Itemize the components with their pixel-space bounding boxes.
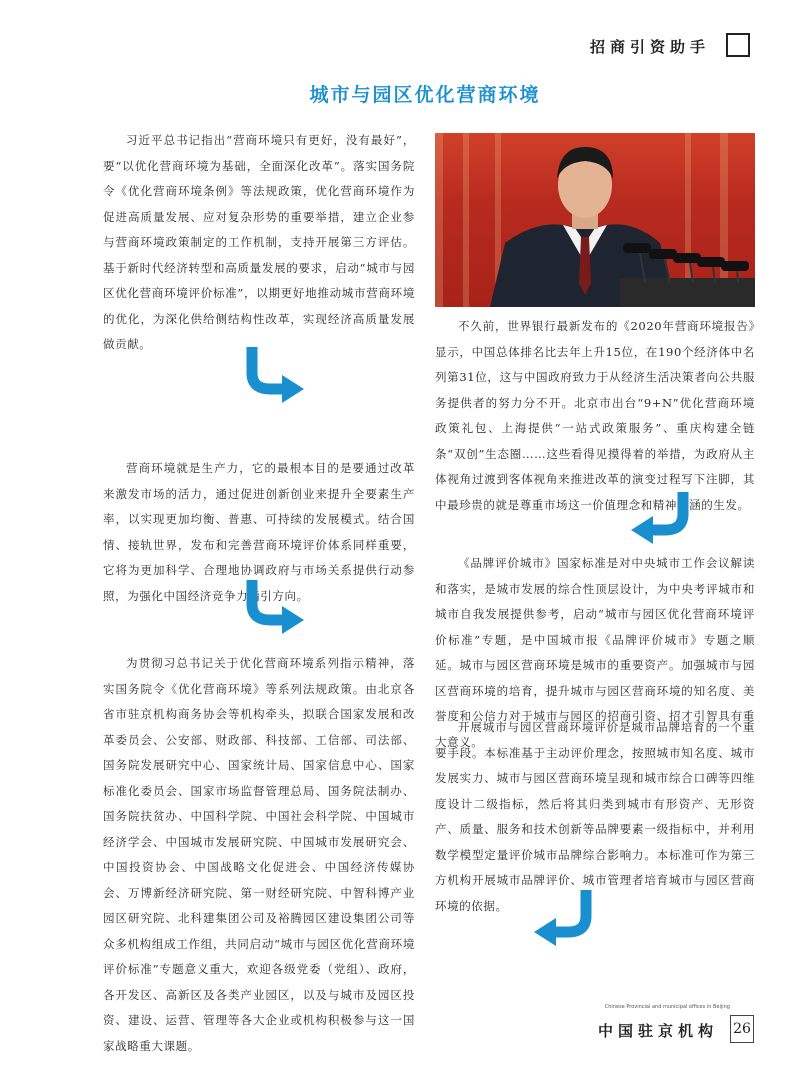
footer-english-title: Chinese Provincial and municipal offices in Beijing <box>604 1004 730 1010</box>
arrow-right-icon <box>240 345 310 410</box>
paragraph-productivity: 营商环境就是生产力，它的最根本目的是要通过改革来激发市场的活力，通过促进创新创业来提升全要素生产率，以实现更加均衡、普惠、可持续的发展模式。结合国情、接轨世界，发布和完善营商环境评价体系同样重要，它将为更加科学、合理地协调政府与市场关系提供行动参照，为强化中国经济竞争力指引方向。 <box>103 461 415 603</box>
paragraph-intro: 习近平总书记指出“营商环境只有更好，没有最好”，要“以优化营商环境为基础，全面深化改革”。落实国务院令《优化营商环境条例》等法规政策，优化营商环境作为促进高质量发展、应对复杂形势的重要举措，建立企业参与营商环境政策制定的工作机制，支持开展第三方评估。基于新时代经济转型和高质量发展的要求，启动“城市与园区优化营商环境评价标准”，以期更好地推动城市营商环境的优化，为深化供给侧结构性改革，实现经济高质量发展做贡献。 <box>103 133 415 351</box>
paragraph-brand-standard: 《品牌评价城市》国家标准是对中央城市工作会议解读和落实，是城市发展的综合性顶层设计，为中央考评城市和城市自我发展提供参考，启动“城市与园区优化营商环境评价标准”专题，是中国城市报《品牌评价城市》专题之顺延。城市与园区营商环境是城市的重要资产。加强城市与园区营商环境的培育，提升城市与园区营商环境的知名度、美誉度和公信力对于城市与园区的招商引资、招才引智具有重大意义。 <box>435 556 755 749</box>
header-square-icon <box>726 33 750 57</box>
magazine-section-title: 招商引资助手 <box>589 38 710 56</box>
arrow-left-icon-2 <box>530 888 600 952</box>
page-title: 城市与园区优化营商环境 <box>309 84 541 106</box>
speaker-photo <box>435 133 755 307</box>
page-number: 26 <box>730 1015 754 1043</box>
footer-magazine-name: 中国驻京机构 <box>597 1022 718 1040</box>
arrow-left-icon <box>627 490 697 550</box>
arrow-right-icon-2 <box>240 578 310 640</box>
paragraph-world-bank: 不久前，世界银行最新发布的《2020年营商环境报告》显示，中国总体排名比去年上升15位，在190个经济体中名列第31位，这与中国政府致力于从经济生活决策者向公共服务提供者的努力分不开。北京市出台“9+N”优化营商环境政策礼包、上海提供“一站式政策服务”、重庆构建全链条“双创”生态圈……这些看得见摸得着的举措，为政府从主体视角过渡到客体视角来推进改革的演变过程写下注脚，其中最珍贵的就是尊重市场这一价值理念和精神内涵的生发。 <box>435 319 755 512</box>
paragraph-working-group: 为贯彻习总书记关于优化营商环境系列指示精神，落实国务院令《优化营商环境》等系列法规政策。由北京各省市驻京机构商务协会等机构牵头，拟联合国家发展和改革委员会、公安部、财政部、科技部、工信部、司法部、国务院发展研究中心、国家统计局、国家信息中心、国家标准化委员会、国家市场监督管理总局、国务院法制办、国务院扶贫办、中国科学院、中国社会科学院、中国城市经济学会、中国城市发展研究院、中国城市发展研究会、中国投资协会、中国战略文化促进会、中国经济传媒协会、万博新经济研究院、第一财经研究院、中智科博产业园区研究院、北科建集团公司及裕腾园区建设集团公司等众多机构组成工作组，共同启动“城市与园区优化营商环境评价标准”专题意义重大，欢迎各级党委（党组）、政府，各开发区、高新区及各类产业园区，以及与城市及园区投资、建设、运营、管理等各大企业或机构积极参与这一国家战略重大课题。 <box>103 656 415 1053</box>
speaker-illustration <box>435 133 755 307</box>
paragraph-evaluation: 开展城市与园区营商环境评价是城市品牌培育的一个重要手段。本标准基于主动评价理念，按照城市知名度、城市发展实力、城市与园区营商环境呈现和城市综合口碑等四维度设计二级指标，然后将其归类到城市有形资产、无形资产、质量、服务和技术创新等品牌要素一级指标中，并利用数学模型定量评价城市品牌综合影响力。本标准可作为第三方机构开展城市品牌评价、城市管理者培育城市与园区营商环境的依据。 <box>435 720 755 913</box>
